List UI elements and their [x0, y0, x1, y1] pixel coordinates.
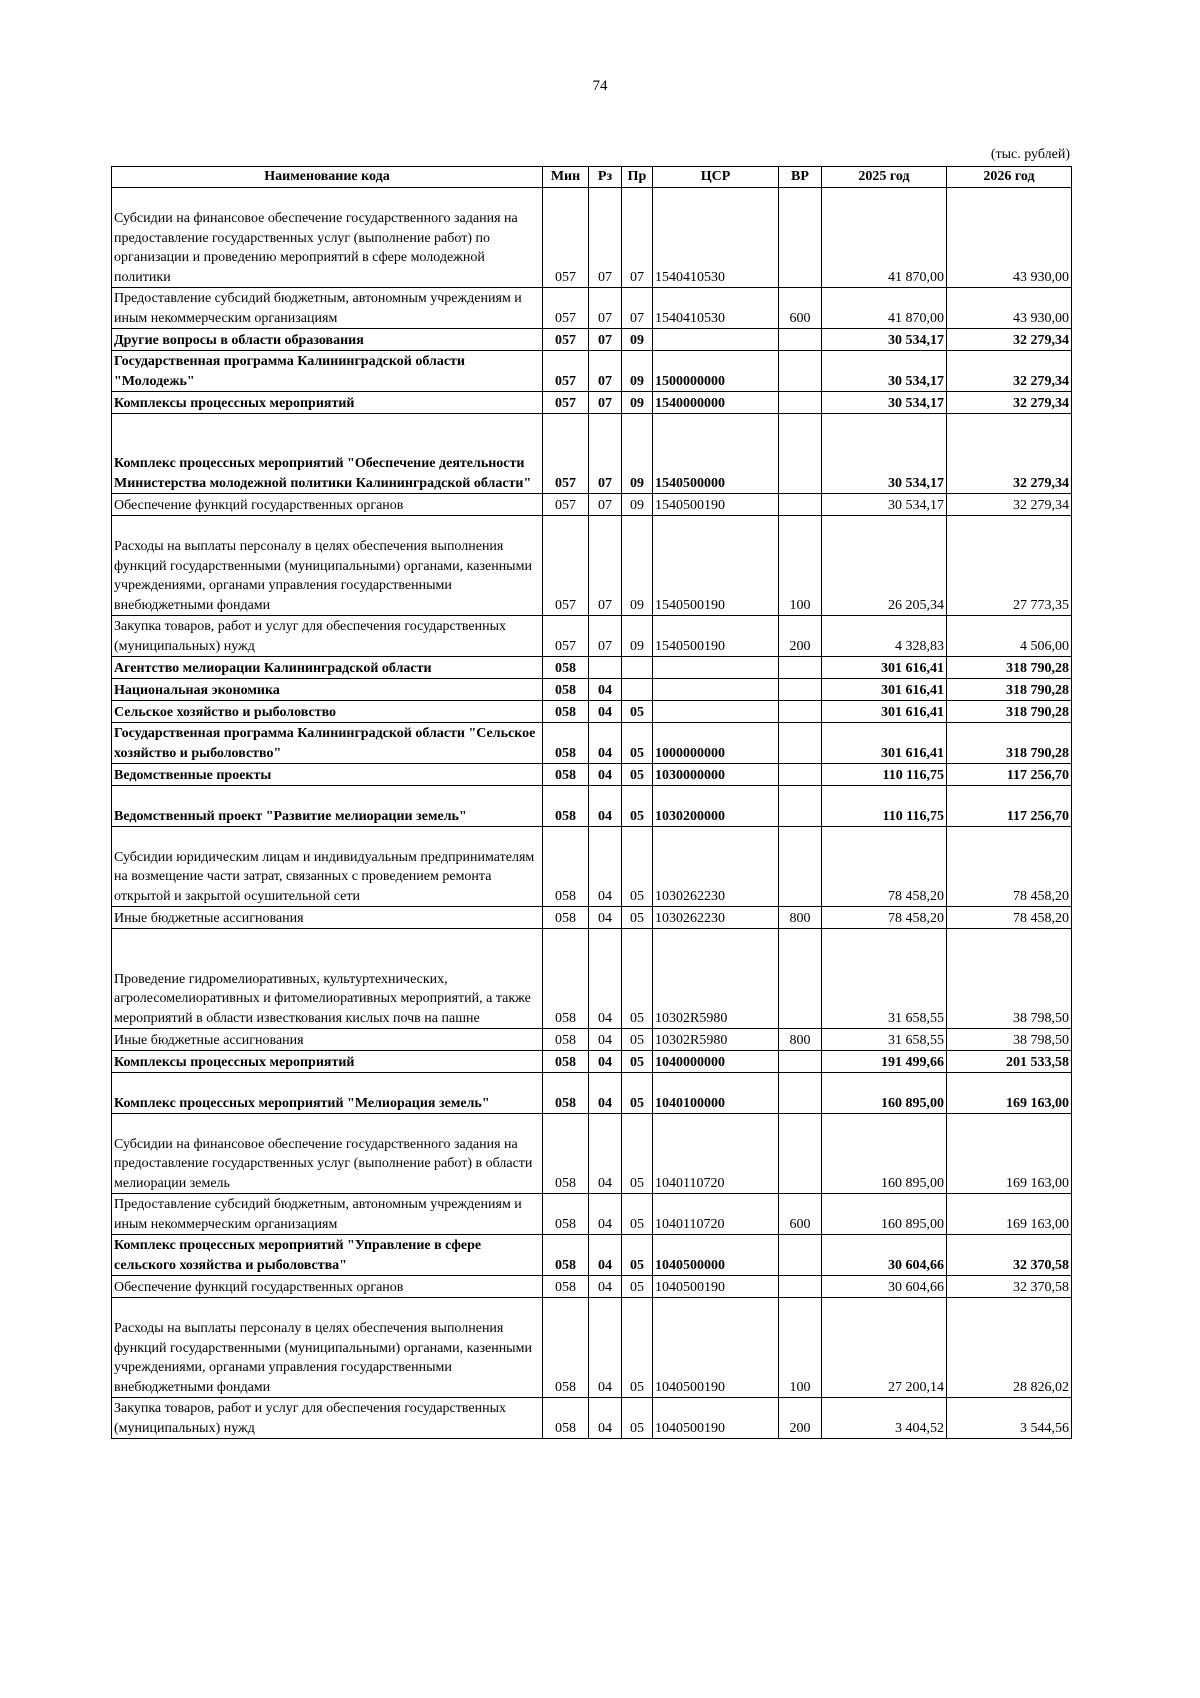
cell-pr: 05 [622, 1194, 653, 1235]
cell-name: Закупка товаров, работ и услуг для обеспечения государственных (муниципальных) нужд [112, 616, 543, 657]
cell-pr: 05 [622, 1114, 653, 1194]
cell-name: Комплексы процессных мероприятий [112, 392, 543, 414]
cell-rz: 04 [589, 1194, 622, 1235]
cell-min: 057 [543, 392, 589, 414]
cell-2025: 110 116,75 [822, 786, 947, 827]
cell-2026: 117 256,70 [947, 786, 1072, 827]
cell-name: Проведение гидромелиоративных, культуртехнических, агролесомелиоративных и фитомелиоративных мероприятий, а также мероприятий в области известкования кислых почв на пашне [112, 929, 543, 1029]
cell-2025: 30 534,17 [822, 494, 947, 516]
cell-min: 058 [543, 1073, 589, 1114]
table-row [112, 723, 1072, 764]
cell-2026: 38 798,50 [947, 1029, 1072, 1051]
table-row [112, 392, 1072, 414]
cell-vr [779, 701, 822, 723]
cell-pr: 09 [622, 616, 653, 657]
cell-2025: 301 616,41 [822, 657, 947, 679]
cell-vr [779, 494, 822, 516]
cell-csr: 1540500190 [653, 616, 779, 657]
cell-pr: 05 [622, 1029, 653, 1051]
cell-rz: 04 [589, 1276, 622, 1298]
cell-2026: 27 773,35 [947, 516, 1072, 616]
cell-vr [779, 1114, 822, 1194]
cell-2026: 169 163,00 [947, 1194, 1072, 1235]
cell-rz: 07 [589, 616, 622, 657]
cell-csr: 1000000000 [653, 723, 779, 764]
cell-pr: 07 [622, 188, 653, 288]
cell-2026: 169 163,00 [947, 1073, 1072, 1114]
table-row [112, 786, 1072, 827]
cell-min: 058 [543, 701, 589, 723]
cell-pr: 05 [622, 1398, 653, 1439]
cell-csr: 1500000000 [653, 351, 779, 392]
cell-csr: 1540500000 [653, 414, 779, 494]
cell-vr: 600 [779, 288, 822, 329]
cell-2025: 110 116,75 [822, 764, 947, 786]
cell-vr [779, 1276, 822, 1298]
cell-rz: 07 [589, 392, 622, 414]
cell-pr: 09 [622, 516, 653, 616]
cell-name: Комплекс процессных мероприятий "Обеспечение деятельности Министерства молодежной политики Калининградской области" [112, 414, 543, 494]
table-row [112, 414, 1072, 494]
cell-min: 058 [543, 1298, 589, 1398]
budget-table [111, 166, 1072, 1439]
cell-min: 057 [543, 616, 589, 657]
cell-csr: 1030262230 [653, 907, 779, 929]
cell-2026: 32 279,34 [947, 414, 1072, 494]
table-row [112, 1029, 1072, 1051]
cell-name: Государственная программа Калининградской области "Сельское хозяйство и рыболовство" [112, 723, 543, 764]
cell-vr [779, 188, 822, 288]
cell-rz [589, 657, 622, 679]
cell-2025: 301 616,41 [822, 723, 947, 764]
cell-min: 057 [543, 414, 589, 494]
cell-rz: 04 [589, 827, 622, 907]
cell-csr: 1040110720 [653, 1114, 779, 1194]
cell-pr: 05 [622, 907, 653, 929]
table-row [112, 1114, 1072, 1194]
cell-2026: 32 370,58 [947, 1235, 1072, 1276]
cell-csr: 1040500190 [653, 1298, 779, 1398]
cell-rz: 07 [589, 188, 622, 288]
cell-vr [779, 764, 822, 786]
cell-csr: 1030000000 [653, 764, 779, 786]
cell-rz: 04 [589, 1051, 622, 1073]
cell-2026: 32 370,58 [947, 1276, 1072, 1298]
cell-2025: 30 604,66 [822, 1235, 947, 1276]
cell-2026: 169 163,00 [947, 1114, 1072, 1194]
cell-name: Расходы на выплаты персоналу в целях обеспечения выполнения функций государственными (муниципальными) органами, казенными учреждениями, органами управления государственными внебюджетными фондами [112, 516, 543, 616]
cell-rz: 04 [589, 1398, 622, 1439]
cell-min: 057 [543, 188, 589, 288]
table-row [112, 657, 1072, 679]
cell-pr: 09 [622, 414, 653, 494]
cell-2025: 30 604,66 [822, 1276, 947, 1298]
cell-name: Комплекс процессных мероприятий "Управление в сфере сельского хозяйства и рыболовства" [112, 1235, 543, 1276]
cell-rz: 04 [589, 723, 622, 764]
cell-pr: 05 [622, 701, 653, 723]
cell-pr: 09 [622, 329, 653, 351]
cell-rz: 04 [589, 1073, 622, 1114]
cell-2025: 30 534,17 [822, 414, 947, 494]
table-row [112, 701, 1072, 723]
cell-csr [653, 657, 779, 679]
cell-vr: 200 [779, 616, 822, 657]
cell-rz: 04 [589, 1029, 622, 1051]
cell-pr [622, 657, 653, 679]
header-csr: ЦСР [653, 167, 779, 188]
cell-2026: 32 279,34 [947, 494, 1072, 516]
cell-2025: 301 616,41 [822, 701, 947, 723]
cell-csr: 1040000000 [653, 1051, 779, 1073]
cell-rz: 07 [589, 414, 622, 494]
cell-vr [779, 1073, 822, 1114]
cell-pr: 05 [622, 1235, 653, 1276]
cell-2026: 78 458,20 [947, 827, 1072, 907]
cell-rz: 04 [589, 929, 622, 1029]
header-min: Мин [543, 167, 589, 188]
table-row [112, 1298, 1072, 1398]
cell-2026: 117 256,70 [947, 764, 1072, 786]
cell-2025: 78 458,20 [822, 907, 947, 929]
cell-2026: 78 458,20 [947, 907, 1072, 929]
header-2026: 2026 год [947, 167, 1072, 188]
cell-name: Субсидии на финансовое обеспечение государственного задания на предоставление государственных услуг (выполнение работ) по организации и проведению мероприятий в сфере молодежной политики [112, 188, 543, 288]
cell-rz: 04 [589, 907, 622, 929]
header-rz: Рз [589, 167, 622, 188]
cell-2025: 160 895,00 [822, 1194, 947, 1235]
cell-vr: 800 [779, 907, 822, 929]
cell-rz: 07 [589, 494, 622, 516]
table-row [112, 929, 1072, 1029]
cell-csr: 1540500190 [653, 494, 779, 516]
cell-pr: 05 [622, 1073, 653, 1114]
cell-name: Ведомственный проект "Развитие мелиорации земель" [112, 786, 543, 827]
cell-pr: 07 [622, 288, 653, 329]
table-row [112, 827, 1072, 907]
cell-rz: 04 [589, 1114, 622, 1194]
header-2025: 2025 год [822, 167, 947, 188]
cell-vr [779, 657, 822, 679]
cell-2025: 41 870,00 [822, 288, 947, 329]
table-row [112, 1051, 1072, 1073]
cell-name: Закупка товаров, работ и услуг для обеспечения государственных (муниципальных) нужд [112, 1398, 543, 1439]
cell-rz: 07 [589, 516, 622, 616]
cell-2026: 318 790,28 [947, 701, 1072, 723]
cell-rz: 07 [589, 288, 622, 329]
cell-min: 058 [543, 764, 589, 786]
cell-rz: 04 [589, 701, 622, 723]
cell-csr: 1540410530 [653, 188, 779, 288]
cell-2025: 31 658,55 [822, 929, 947, 1029]
cell-pr: 05 [622, 764, 653, 786]
cell-name: Обеспечение функций государственных органов [112, 1276, 543, 1298]
cell-vr: 600 [779, 1194, 822, 1235]
cell-csr: 10302R5980 [653, 929, 779, 1029]
cell-vr [779, 351, 822, 392]
cell-2026: 3 544,56 [947, 1398, 1072, 1439]
table-row [112, 1073, 1072, 1114]
cell-pr: 05 [622, 786, 653, 827]
cell-vr: 200 [779, 1398, 822, 1439]
cell-2026: 4 506,00 [947, 616, 1072, 657]
cell-csr: 1030262230 [653, 827, 779, 907]
cell-pr: 05 [622, 827, 653, 907]
cell-name: Субсидии юридическим лицам и индивидуальным предпринимателям на возмещение части затрат, связанных с проведением ремонта открытой и закрытой осушительной сети [112, 827, 543, 907]
cell-rz: 04 [589, 1298, 622, 1398]
cell-2026: 43 930,00 [947, 288, 1072, 329]
cell-pr: 09 [622, 392, 653, 414]
cell-min: 058 [543, 1398, 589, 1439]
cell-min: 058 [543, 827, 589, 907]
cell-2025: 30 534,17 [822, 329, 947, 351]
cell-rz: 04 [589, 764, 622, 786]
cell-min: 058 [543, 929, 589, 1029]
cell-min: 058 [543, 1051, 589, 1073]
cell-csr: 1040500190 [653, 1398, 779, 1439]
cell-csr [653, 679, 779, 701]
cell-name: Ведомственные проекты [112, 764, 543, 786]
cell-2026: 38 798,50 [947, 929, 1072, 1029]
cell-csr: 1040500000 [653, 1235, 779, 1276]
cell-vr: 100 [779, 1298, 822, 1398]
cell-2025: 30 534,17 [822, 351, 947, 392]
cell-name: Сельское хозяйство и рыболовство [112, 701, 543, 723]
cell-pr: 05 [622, 1051, 653, 1073]
cell-pr: 09 [622, 351, 653, 392]
cell-2026: 28 826,02 [947, 1298, 1072, 1398]
cell-2026: 32 279,34 [947, 351, 1072, 392]
cell-min: 058 [543, 1114, 589, 1194]
cell-name: Национальная экономика [112, 679, 543, 701]
cell-csr: 10302R5980 [653, 1029, 779, 1051]
cell-pr: 09 [622, 494, 653, 516]
cell-2025: 78 458,20 [822, 827, 947, 907]
cell-pr: 05 [622, 723, 653, 764]
cell-2026: 32 279,34 [947, 392, 1072, 414]
cell-rz: 04 [589, 1235, 622, 1276]
cell-csr [653, 701, 779, 723]
table-row [112, 516, 1072, 616]
cell-csr: 1540410530 [653, 288, 779, 329]
cell-pr: 05 [622, 929, 653, 1029]
cell-2026: 201 533,58 [947, 1051, 1072, 1073]
header-pr: Пр [622, 167, 653, 188]
cell-pr [622, 679, 653, 701]
cell-csr: 1540000000 [653, 392, 779, 414]
cell-min: 058 [543, 679, 589, 701]
cell-2025: 41 870,00 [822, 188, 947, 288]
table-row [112, 351, 1072, 392]
units-label: (тыс. рублей) [990, 147, 1070, 162]
cell-2025: 3 404,52 [822, 1398, 947, 1439]
table-row [112, 1398, 1072, 1439]
cell-2025: 30 534,17 [822, 392, 947, 414]
cell-vr [779, 1051, 822, 1073]
cell-min: 058 [543, 1276, 589, 1298]
cell-csr: 1040110720 [653, 1194, 779, 1235]
cell-vr [779, 1235, 822, 1276]
cell-2025: 160 895,00 [822, 1114, 947, 1194]
cell-name: Расходы на выплаты персоналу в целях обеспечения выполнения функций государственными (муниципальными) органами, казенными учреждениями, органами управления государственными внебюджетными фондами [112, 1298, 543, 1398]
cell-rz: 04 [589, 786, 622, 827]
table-header-row [112, 167, 1072, 188]
cell-2025: 26 205,34 [822, 516, 947, 616]
cell-csr: 1040500190 [653, 1276, 779, 1298]
cell-min: 058 [543, 907, 589, 929]
cell-name: Агентство мелиорации Калининградской области [112, 657, 543, 679]
header-name: Наименование кода [112, 167, 543, 188]
cell-2025: 4 328,83 [822, 616, 947, 657]
table-row [112, 616, 1072, 657]
cell-name: Другие вопросы в области образования [112, 329, 543, 351]
table-row [112, 907, 1072, 929]
cell-rz: 04 [589, 679, 622, 701]
cell-rz: 07 [589, 329, 622, 351]
cell-name: Субсидии на финансовое обеспечение государственного задания на предоставление государственных услуг (выполнение работ) в области мелиорации земель [112, 1114, 543, 1194]
cell-2025: 191 499,66 [822, 1051, 947, 1073]
cell-min: 058 [543, 786, 589, 827]
cell-name: Предоставление субсидий бюджетным, автономным учреждениям и иным некоммерческим организациям [112, 1194, 543, 1235]
cell-2025: 160 895,00 [822, 1073, 947, 1114]
cell-min: 057 [543, 516, 589, 616]
cell-2026: 32 279,34 [947, 329, 1072, 351]
cell-2026: 318 790,28 [947, 657, 1072, 679]
cell-vr: 800 [779, 1029, 822, 1051]
cell-min: 058 [543, 657, 589, 679]
cell-name: Комплекс процессных мероприятий "Мелиорация земель" [112, 1073, 543, 1114]
cell-vr [779, 329, 822, 351]
cell-name: Предоставление субсидий бюджетным, автономным учреждениям и иным некоммерческим организациям [112, 288, 543, 329]
header-vr: ВР [779, 167, 822, 188]
cell-csr: 1040100000 [653, 1073, 779, 1114]
cell-name: Иные бюджетные ассигнования [112, 1029, 543, 1051]
cell-min: 058 [543, 1029, 589, 1051]
cell-min: 057 [543, 288, 589, 329]
cell-name: Иные бюджетные ассигнования [112, 907, 543, 929]
table-row [112, 188, 1072, 288]
cell-rz: 07 [589, 351, 622, 392]
cell-name: Комплексы процессных мероприятий [112, 1051, 543, 1073]
cell-min: 058 [543, 723, 589, 764]
table-row [112, 494, 1072, 516]
cell-min: 057 [543, 329, 589, 351]
page-number: 74 [592, 78, 608, 94]
table-row [112, 288, 1072, 329]
cell-vr [779, 679, 822, 701]
cell-vr [779, 392, 822, 414]
cell-csr: 1540500190 [653, 516, 779, 616]
cell-2025: 31 658,55 [822, 1029, 947, 1051]
cell-csr: 1030200000 [653, 786, 779, 827]
cell-min: 057 [543, 351, 589, 392]
cell-2026: 318 790,28 [947, 679, 1072, 701]
cell-2026: 43 930,00 [947, 188, 1072, 288]
table-row [112, 764, 1072, 786]
table-row [112, 329, 1072, 351]
cell-name: Обеспечение функций государственных органов [112, 494, 543, 516]
cell-vr [779, 827, 822, 907]
cell-2025: 301 616,41 [822, 679, 947, 701]
cell-pr: 05 [622, 1276, 653, 1298]
table-row [112, 1276, 1072, 1298]
cell-name: Государственная программа Калининградской области "Молодежь" [112, 351, 543, 392]
table-row [112, 679, 1072, 701]
cell-csr [653, 329, 779, 351]
cell-vr [779, 929, 822, 1029]
table-row [112, 1235, 1072, 1276]
cell-min: 058 [543, 1194, 589, 1235]
cell-pr: 05 [622, 1298, 653, 1398]
cell-2025: 27 200,14 [822, 1298, 947, 1398]
cell-vr [779, 786, 822, 827]
cell-vr [779, 723, 822, 764]
cell-vr [779, 414, 822, 494]
cell-min: 057 [543, 494, 589, 516]
cell-2026: 318 790,28 [947, 723, 1072, 764]
table-row [112, 1194, 1072, 1235]
table-body [112, 188, 1072, 1439]
cell-vr: 100 [779, 516, 822, 616]
cell-min: 058 [543, 1235, 589, 1276]
